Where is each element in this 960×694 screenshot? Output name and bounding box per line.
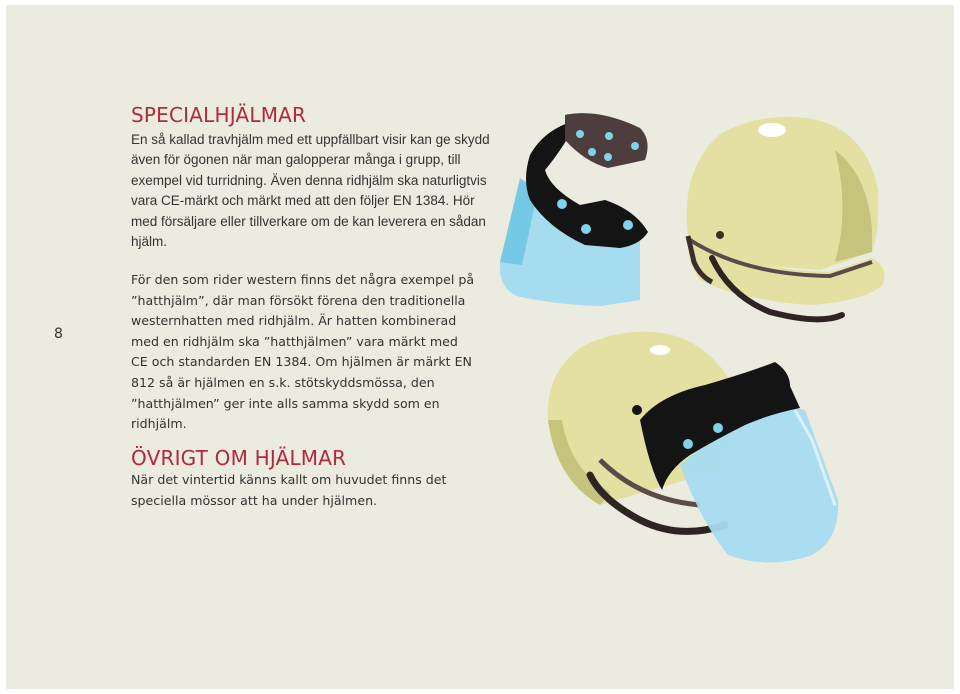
section-body-specialhjalmar: En så kallad travhjälm med ett uppfällbart visir kan ge skydd även för ögonen när man galopperar många i grupp, till exempel vid turridning. Även denna ridhjälm ska naturligtvis vara CE-märkt och märkt med att den följer EN 1384. Hör med försäljare eller tillverkare om de kan leverera en sådan hjälm.: [131, 132, 490, 250]
section-title-specialhjalmar: SPECIALHJÄLMAR: [131, 103, 307, 127]
helmet-with-visor-icon: [548, 332, 838, 563]
section-title-ovrigt: ÖVRIGT OM HJÄLMAR: [131, 446, 347, 470]
visor-icon: [500, 113, 648, 306]
section-body-western: För den som rider western finns det några exempel på ”hatthjälm”, där man försökt förena den traditionella westernhatten med ridhjälm. Är hatten kombinerad med en ridhjälm ska ”hatthjälmen” vara märkt med CE och standarden EN 1384. Om hjälmen är märkt EN 812 så är hjälmen en s.k. stötskyddsmössa, den ”hatthjälmen” ger inte alls samma skydd som en ridhjälm.: [131, 272, 475, 432]
section-body-ovrigt: När det vintertid känns kallt om huvudet finns det speciella mössor att ha under hjälmen.: [131, 472, 447, 508]
page-number: 8: [54, 326, 63, 342]
helmet-icon: [687, 117, 885, 320]
